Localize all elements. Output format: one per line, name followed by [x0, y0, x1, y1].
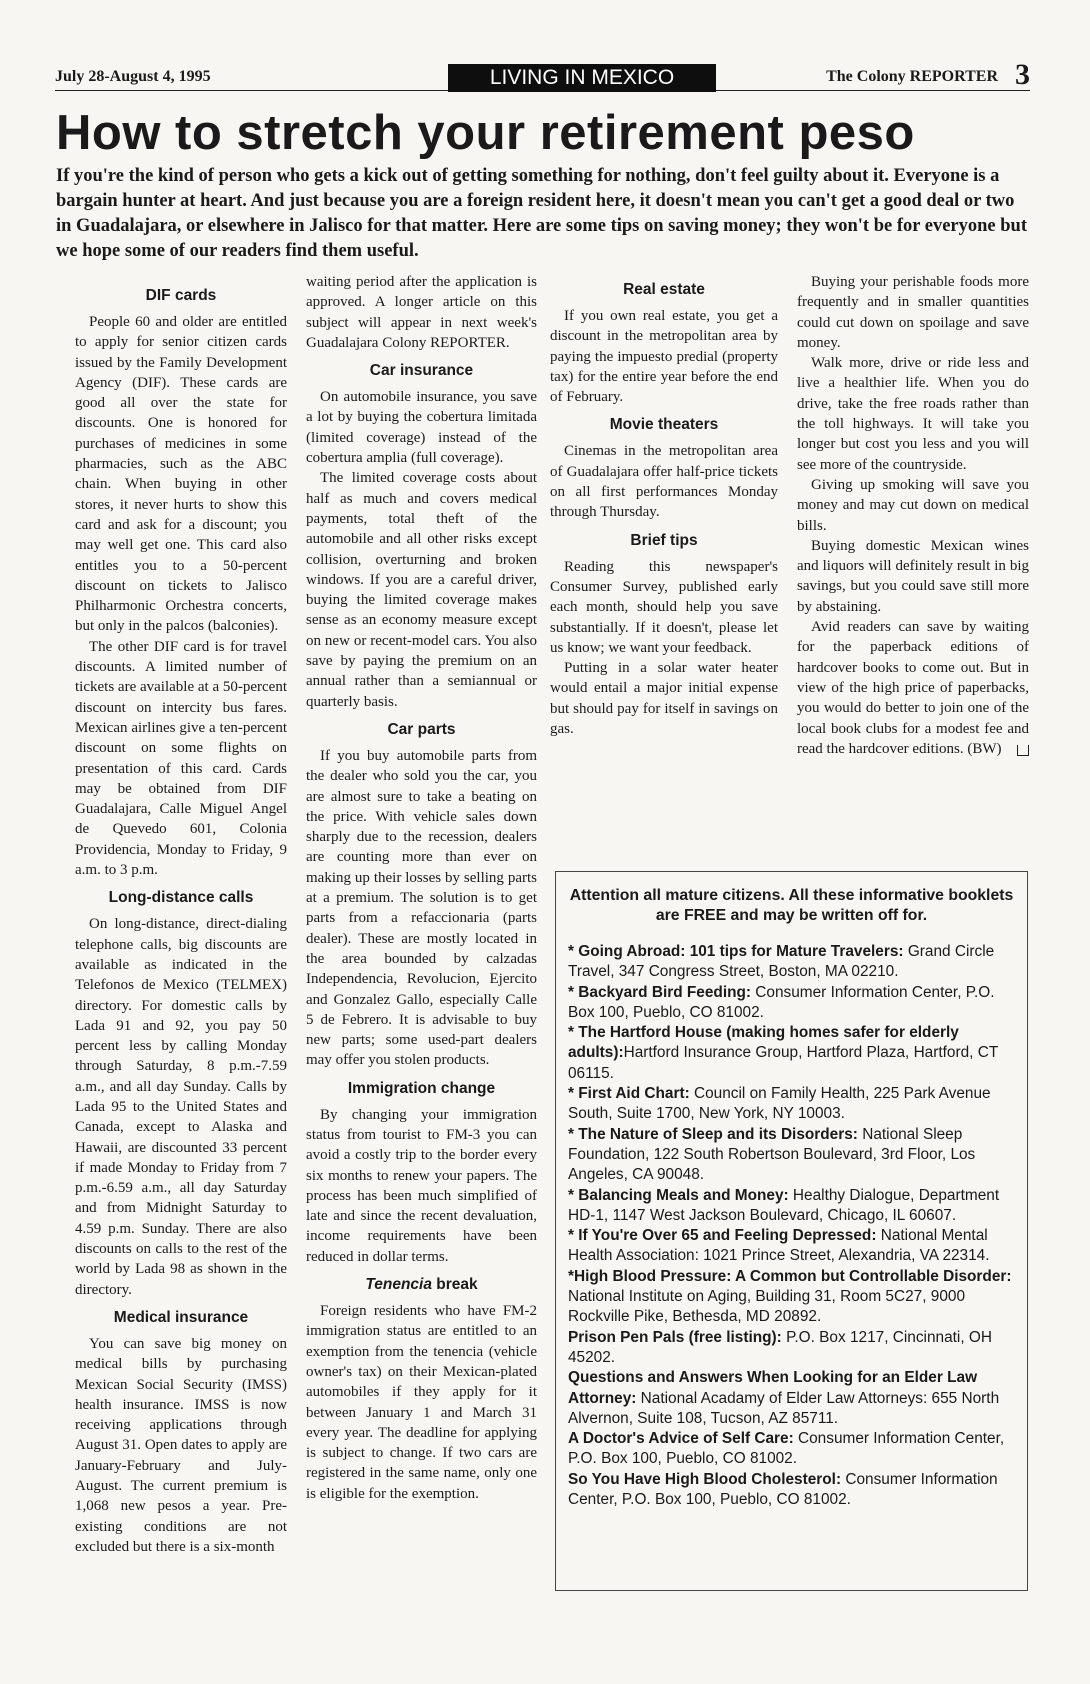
heading-brief-tips: Brief tips: [630, 531, 698, 549]
column-4: [797, 272, 1029, 759]
sidebar-entry-detail: National Mental Health Association: 1021 Prince Street, Alexandria, VA 22314.: [568, 1227, 990, 1265]
heading-long-distance: Long-distance calls: [108, 889, 254, 907]
movies-paragraph: Cinemas in the metropolitan area of Guadalajara offer half-price tickets on all first performances Monday through Thursday.: [550, 443, 778, 521]
issue-date: July 28-August 4, 1995: [55, 68, 211, 85]
car-insurance-paragraph-1: On automobile insurance, you save a lot by buying the cobertura limitada (limited coverage) instead of the cobertura amplia (full coverage).: [306, 389, 537, 467]
sidebar-entry: [568, 1368, 1015, 1429]
sidebar-entry: [568, 1186, 1015, 1227]
tenencia-heading-italic: Tenencia: [365, 1276, 432, 1294]
brief-paragraph-2: Putting in a solar water heater would entail a major initial expense but should pay for itself in savings on gas.: [550, 660, 778, 738]
sidebar-entry-title: * Balancing Meals and Money:: [568, 1186, 789, 1204]
sidebar-heading: Attention all mature citizens. All these informative booklets are FREE and may be written off for.: [569, 887, 1014, 924]
sidebar-entry-detail: Consumer Information Center, P.O. Box 100, Pueblo, CO 81002.: [568, 983, 995, 1021]
heading-immigration: Immigration change: [347, 1079, 496, 1097]
sidebar-entries: [568, 942, 1015, 1510]
sidebar-entry: [568, 983, 1015, 1024]
sidebar-entry-title: * If You're Over 65 and Feeling Depressed:: [568, 1227, 877, 1245]
brief-paragraph-7: [797, 617, 1029, 759]
deck: If you're the kind of person who gets a kick out of getting something for nothing, don't feel guilty about it. Everyone is a bargain hunter at heart. And just because you are a foreign resident here, it doesn't mean you can't get a good deal or two in Guadalajara, or elsewhere in Jalisco for that matter. Here are some tips on saving money; they won't be for everyone but we hope some of our readers find them useful.: [56, 166, 1027, 261]
sidebar-entry-detail: Healthy Dialogue, Department HD-1, 1147 West Jackson Boulevard, Chicago, IL 60607.: [568, 1186, 1000, 1224]
heading-car-insurance: Car insurance: [369, 362, 474, 380]
brief-paragraph-1: Reading this newspaper's Consumer Survey, published early each month, should help you save substantially. If it doesn't, please let us know; we want your feedback.: [550, 558, 778, 656]
column-1: [75, 286, 287, 1557]
sidebar-entry-detail: Grand Circle Travel, 347 Congress Street, Boston, MA 02210.: [568, 943, 995, 981]
heading-medical-insurance: Medical insurance: [113, 1308, 249, 1326]
heading-tenencia: [306, 1275, 537, 1295]
heading-car-parts: Car parts: [387, 720, 456, 738]
sidebar-entry-detail: P.O. Box 1217, Cincinnati, OH 45202.: [568, 1328, 992, 1366]
heading-real-estate: Real estate: [623, 281, 705, 298]
sidebar-entry-title: * Backyard Bird Feeding:: [568, 983, 752, 1001]
column-3: [550, 272, 778, 739]
sidebar-entry: [568, 1084, 1015, 1125]
long-distance-paragraph: On long-distance, direct-dialing telephone calls, big discounts are available as indicated in the Telefonos de Mexico (TELMEX) directory. For domestic calls by Lada 91 and 92, you pay 50 percent less by calling Monday through Saturday, 8 p.m.-7.59 a.m., and all day Sunday. Calls by Lada 95 to the United States and Canada, except to Alaska and Hawaii, are discounted 33 percent if made Monday to Friday from 7 p.m.-6.59 a.m., all day Saturday and from Midnight Saturday to 4.59 p.m. Sunday. There are also discounts on calls to the rest of the world by Lada 98 as shown in the directory.: [75, 916, 287, 1298]
medical-paragraph-continued: waiting period after the application is approved. A longer article on this subject will appear in next week's Guadalajara Colony REPORTER.: [306, 274, 537, 351]
sidebar-entry-detail: Consumer Information Center, P.O. Box 100, Pueblo, CO 81002.: [568, 1430, 1005, 1468]
page-number: 3: [1015, 58, 1030, 91]
sidebar-entry-detail: National Sleep Foundation, 122 South Robertson Boulevard, 3rd Floor, Los Angeles, CA 90048.: [568, 1125, 976, 1184]
column-2: [306, 272, 537, 1504]
dif-paragraph-2: The other DIF card is for travel discounts. A limited number of tickets are available at a 50-percent discount on intercity bus fares. Mexican airlines give a ten-percent discount on some flights on presentation of this card. Cards may be obtained from DIF Guadalajara, Calle Miguel Angel de Quevedo 601, Colonia Providencia, Monday to Friday, 9 a.m. to 3 p.m.: [75, 638, 287, 879]
sidebar-entry-title: * The Hartford House (making homes safer for elderly adults):: [568, 1024, 959, 1062]
car-insurance-paragraph-2: The limited coverage costs about half as much and covers medical payments, total theft of the automobile and all other risks except collision, overturning and broken windows. If you are a careful driver, buying the limited coverage makes sense as an economy measure except on new or recent-model cars. You also save by paying the premium on an annual rather than a semiannual or quarterly basis.: [306, 470, 537, 710]
headline: How to stretch your retirement peso: [56, 106, 915, 160]
sidebar-entry-detail: Council on Family Health, 225 Park Avenue South, Suite 1700, New York, NY 10003.: [568, 1085, 991, 1123]
heading-movie-theaters: Movie theaters: [609, 416, 719, 434]
tenencia-paragraph: Foreign residents who have FM-2 immigration status are entitled to an exemption from the tenencia (vehicle owner's tax) on their Mexican-plated automobiles if they apply for it between January 1 and March 31 every year. The deadline for applying is subject to change. If two cars are registered in the same name, only one is eligible for the exemption.: [306, 1303, 537, 1502]
sidebar-entry: [568, 1125, 1015, 1186]
dif-paragraph-1: People 60 and older are entitled to apply for senior citizen cards issued by the Family Development Agency (DIF). These cards are good all over the state for discounts. One is honored for purchases of medicines in some pharmacies, such as the ABC chain. When buying in other stores, it never hurts to show this card and ask for a discount; you may well get one. This card also entitles you to a 50-percent discount on tickets to Jalisco Philharmonic Orchestra concerts, but only in the palcos (balconies).: [75, 314, 287, 635]
brief-paragraph-5: Giving up smoking will save you money and may cut down on medical bills.: [797, 476, 1029, 534]
brief-paragraph-7-text: Avid readers can save by waiting for the paperback editions of hardcover books to come out. But in view of the high price of paperbacks, you would do better to join one of the local book clubs for a modest fee and read the hardcover editions. (BW): [797, 619, 1029, 757]
sidebar-entry-title: *High Blood Pressure: A Common but Controllable Disorder:: [568, 1267, 1012, 1285]
masthead: [55, 58, 1030, 92]
sidebar-entry-title: Questions and Answers When Looking for an Elder Law Attorney:: [568, 1369, 978, 1407]
sidebar-entry: [568, 942, 1015, 983]
brief-paragraph-4: Walk more, drive or ride less and live a healthier life. When you do drive, take the free roads rather than the toll highways. It will take you longer but cost you less and you will see more of the countryside.: [797, 355, 1029, 473]
end-mark-icon: [1017, 745, 1029, 756]
sidebar-entry: [568, 1023, 1015, 1084]
sidebar-entry-title: * First Aid Chart:: [568, 1085, 690, 1103]
sidebar-entry-title: Prison Pen Pals (free listing):: [568, 1328, 782, 1346]
sidebar-entry: [568, 1429, 1015, 1470]
sidebar-entry: [568, 1226, 1015, 1267]
sidebar-entry: [568, 1470, 1015, 1511]
car-parts-paragraph: If you buy automobile parts from the dealer who sold you the car, you are almost sure to take a beating on the price. With vehicle sales down sharply due to the recession, dealers are counting more than ever on making up their losses by selling parts at a premium. The solution is to get parts from a refaccionaria (parts dealer). These are mostly located in the area bounded by calzadas Independencia, Revolucion, Ejercito and Gonzalez Gallo, especially Calle 5 de Febrero. It is advisable to buy new parts; some used-part dealers may offer you stolen products.: [306, 747, 537, 1069]
sidebar-entry: [568, 1328, 1015, 1369]
brief-paragraph-3: Buying your perishable foods more frequently and in smaller quantities could cut down on spoilage and save money.: [797, 274, 1029, 351]
medical-paragraph: You can save big money on medical bills by purchasing Mexican Social Security (IMSS) health insurance. IMSS is now receiving applications through August 31. Open dates to apply are January-February and July-August. The current premium is 1,068 new pesos a year. Pre-existing conditions are not excluded but there is a six-month: [75, 1335, 287, 1555]
sidebar-entry-title: * The Nature of Sleep and its Disorders:: [568, 1125, 858, 1143]
immigration-paragraph: By changing your immigration status from tourist to FM-3 you can avoid a costly trip to the border every six months to renew your papers. The process has been much simplified of late and since the recent devaluation, income requirements have been reduced in dollar terms.: [306, 1106, 537, 1265]
brief-paragraph-6: Buying domestic Mexican wines and liquors will definitely result in big savings, but you could save still more by abstaining.: [797, 537, 1029, 615]
sidebar-entry-title: So You Have High Blood Cholesterol:: [568, 1470, 842, 1488]
tenencia-heading-rest: break: [431, 1276, 478, 1294]
sidebar-entry-detail: National Institute on Aging, Building 31, Room 5C27, 9000 Rockville Pike, Bethesda, MD 20892.: [568, 1288, 965, 1326]
section-banner: LIVING IN MEXICO: [448, 64, 716, 92]
sidebar-entry-detail: Hartford Insurance Group, Hartford Plaza, Hartford, CT 06115.: [568, 1044, 998, 1082]
booklets-sidebar: [555, 871, 1028, 1591]
sidebar-entry-detail: Consumer Information Center, P.O. Box 100, Pueblo, CO 81002.: [568, 1470, 998, 1509]
paper-name: The Colony REPORTER: [826, 68, 998, 85]
sidebar-entry: [568, 1267, 1015, 1328]
sidebar-entry-detail: National Acadamy of Elder Law Attorneys: 655 North Alvernon, Suite 108, Tucson, AZ 85711.: [568, 1389, 1000, 1427]
sidebar-entry-title: * Going Abroad: 101 tips for Mature Travelers:: [568, 943, 904, 960]
real-estate-paragraph: If you own real estate, you get a discount in the metropolitan area by paying the impuesto predial (property tax) for the entire year before the end of February.: [550, 308, 778, 406]
heading-dif-cards: DIF cards: [145, 287, 217, 304]
sidebar-entry-title: A Doctor's Advice of Self Care:: [568, 1430, 794, 1448]
